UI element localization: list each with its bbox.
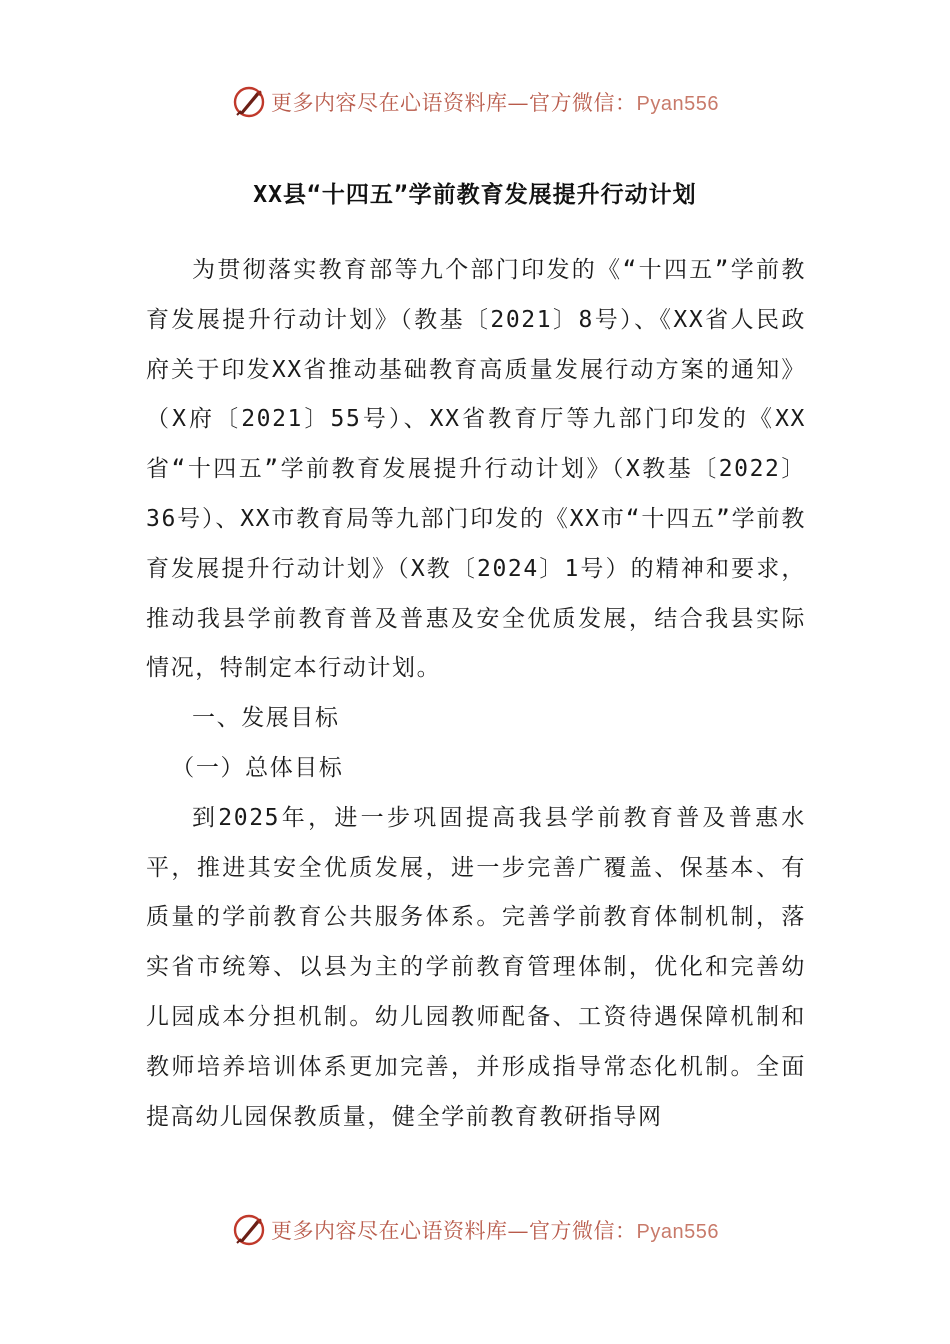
quill-logo-icon [231,1212,267,1248]
wechat-id: Pyan556 [636,93,719,115]
overall-goal-paragraph: 到2025年，进一步巩固提高我县学前教育普及普惠水平，推进其安全优质发展，进一步完善广覆盖、保基本、有质量的学前教育公共服务体系。完善学前教育体制机制，落实省市统筹、以县为主的学前教育管理体制，优化和完善幼儿园成本分担机制。幼儿园教师配备、工资待遇保障机制和教师培养培训体系更加完善，并形成指导常态化机制。全面提高幼儿园保教质量，健全学前教育教研指导网 [146,804,806,1130]
watermark-text: 更多内容尽在心语资料库—官方微信：Pyan556 [271,91,719,115]
document-body [146,246,806,1142]
quill-logo-icon [231,84,267,120]
header-watermark [0,82,950,122]
footer-watermark [0,1210,950,1250]
wechat-id: Pyan556 [636,1221,719,1243]
subsection-heading-overall: （一）总体目标 [171,754,344,781]
watermark-text: 更多内容尽在心语资料库—官方微信：Pyan556 [271,1219,719,1243]
document-title: XX县“十四五”学前教育发展提升行动计划 [253,182,697,208]
section-heading-goals: 一、发展目标 [192,705,340,732]
intro-paragraph: 为贯彻落实教育部等九个部门印发的《“十四五”学前教育发展提升行动计划》（教基〔2021〕8号）、《XX省人民政府关于印发XX省推动基础教育高质量发展行动方案的通知》（X府〔2021〕55号）、XX省教育厅等九部门印发的《XX省“十四五”学前教育发展提升行动计划》（X教基〔2022〕36号）、XX市教育局等九部门印发的《XX市“十四五”学前教育发展提升行动计划》（X教〔2024〕1号）的精神和要求，推动我县学前教育普及普惠及安全优质发展，结合我县实际情况，特制定本行动计划。 [146,257,806,682]
